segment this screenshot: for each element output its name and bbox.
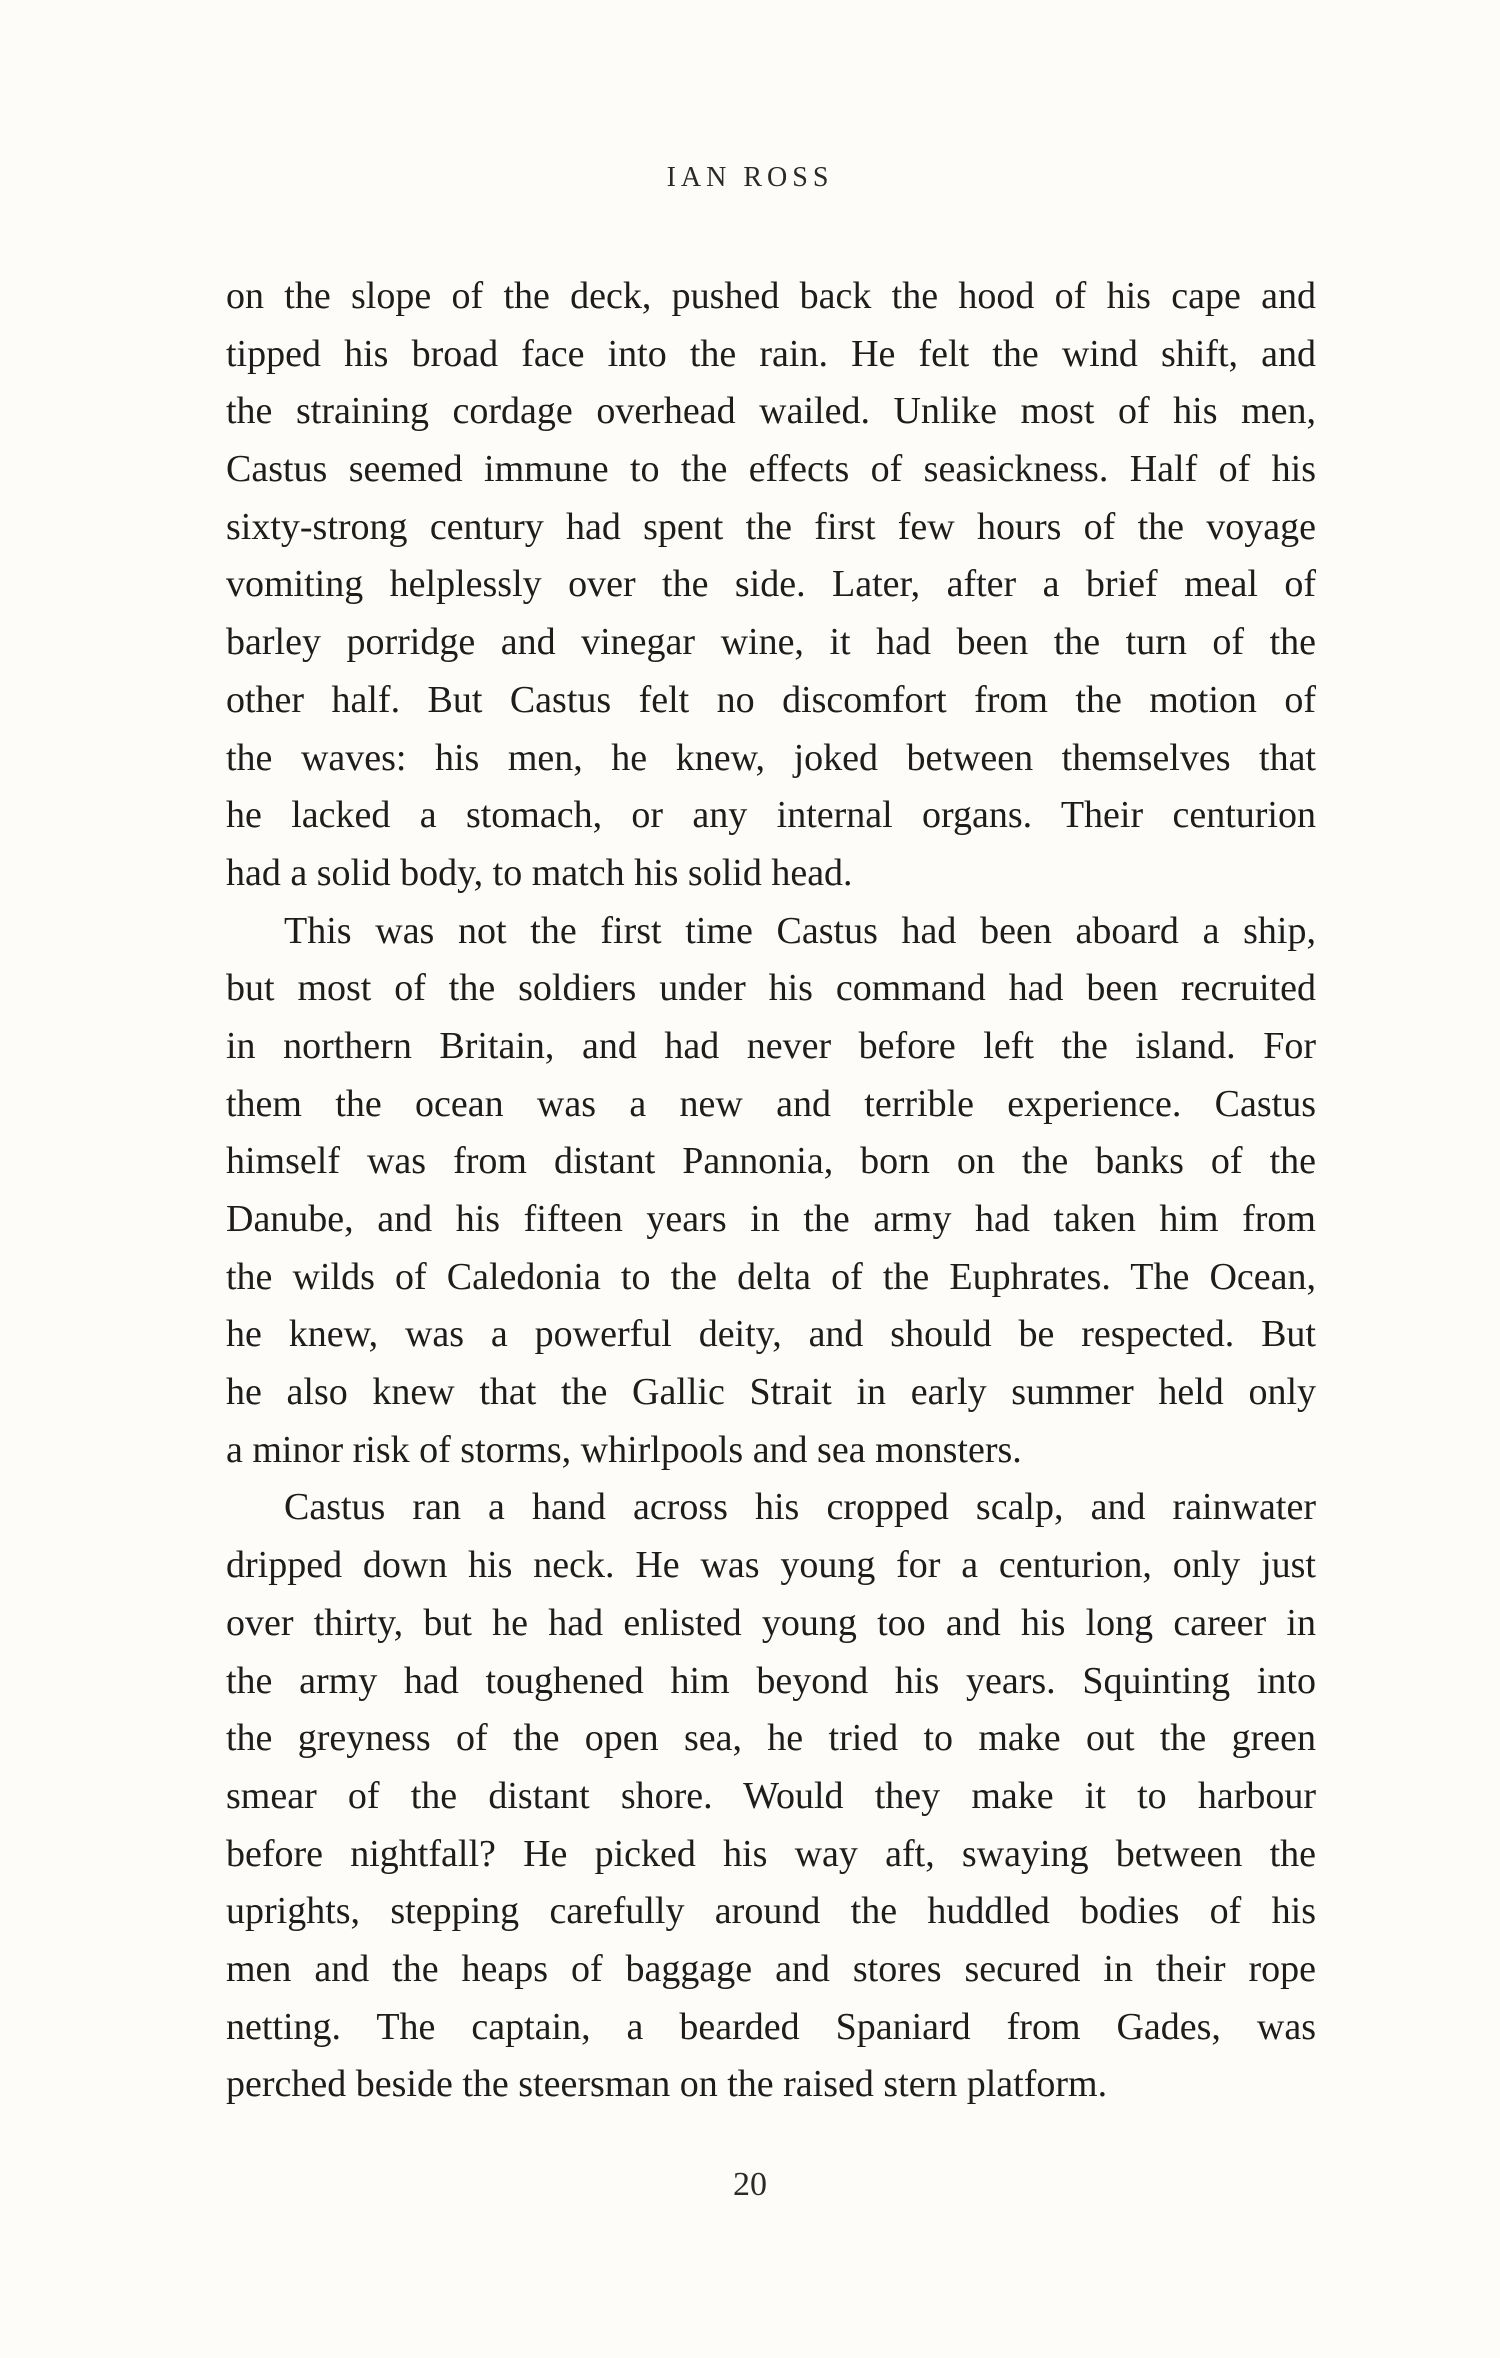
text-line: barley porridge and vinegar wine, it had been the turn of the bbox=[226, 621, 1316, 664]
text-line: tipped his broad face into the rain. He felt the wind shift, and bbox=[226, 332, 1316, 375]
text-line: before nightfall? He picked his way aft, swaying between the bbox=[226, 1832, 1316, 1875]
paragraph bbox=[226, 268, 1316, 903]
text-line: a minor risk of storms, whirlpools and sea monsters. bbox=[226, 1428, 1022, 1471]
text-line: other half. But Castus felt no discomfort from the motion of bbox=[226, 678, 1316, 721]
text-line: had a solid body, to match his solid head. bbox=[226, 851, 853, 894]
text-line: This was not the first time Castus had been aboard a ship, bbox=[284, 909, 1316, 952]
text-line: the army had toughened him beyond his years. Squinting into bbox=[226, 1659, 1316, 1702]
text-line: himself was from distant Pannonia, born on the banks of the bbox=[226, 1140, 1316, 1183]
text-line: Castus ran a hand across his cropped scalp, and rainwater bbox=[284, 1486, 1316, 1529]
text-line: in northern Britain, and had never before left the island. For bbox=[226, 1024, 1316, 1067]
text-line: vomiting helplessly over the side. Later, after a brief meal of bbox=[226, 563, 1316, 606]
text-line: over thirty, but he had enlisted young too and his long career in bbox=[226, 1601, 1316, 1644]
running-header: IAN ROSS bbox=[666, 162, 834, 193]
text-line: Castus seemed immune to the effects of seasickness. Half of his bbox=[226, 448, 1316, 491]
text-line: he also knew that the Gallic Strait in early summer held only bbox=[226, 1371, 1316, 1414]
text-line: perched beside the steersman on the raised stern platform. bbox=[226, 2063, 1108, 2106]
text-line: the straining cordage overhead wailed. Unlike most of his men, bbox=[226, 390, 1316, 433]
page-number: 20 bbox=[733, 2166, 767, 2203]
text-line: sixty-strong century had spent the first few hours of the voyage bbox=[226, 505, 1316, 548]
text-line: uprights, stepping carefully around the huddled bodies of his bbox=[226, 1890, 1316, 1933]
text-line: the waves: his men, he knew, joked between themselves that bbox=[226, 736, 1316, 779]
paragraph bbox=[226, 1479, 1316, 2114]
text-line: men and the heaps of baggage and stores secured in their rope bbox=[226, 1947, 1316, 1990]
text-line: them the ocean was a new and terrible experience. Castus bbox=[226, 1082, 1316, 1125]
text-line: dripped down his neck. He was young for a centurion, only just bbox=[226, 1544, 1316, 1587]
text-line: Danube, and his fifteen years in the army had taken him from bbox=[226, 1198, 1316, 1240]
text-line: he knew, was a powerful deity, and should be respected. But bbox=[226, 1313, 1316, 1356]
paragraph bbox=[226, 903, 1316, 1480]
text-line: the wilds of Caledonia to the delta of the Euphrates. The Ocean, bbox=[226, 1255, 1316, 1298]
text-line: smear of the distant shore. Would they make it to harbour bbox=[226, 1774, 1316, 1817]
text-line: but most of the soldiers under his command had been recruited bbox=[226, 967, 1316, 1010]
text-line: on the slope of the deck, pushed back the hood of his cape and bbox=[226, 275, 1316, 317]
body-text bbox=[226, 268, 1316, 2114]
text-line: the greyness of the open sea, he tried to make out the green bbox=[226, 1717, 1316, 1760]
text-line: he lacked a stomach, or any internal organs. Their centurion bbox=[226, 794, 1316, 837]
text-line: netting. The captain, a bearded Spaniard from Gades, was bbox=[226, 2005, 1316, 2048]
